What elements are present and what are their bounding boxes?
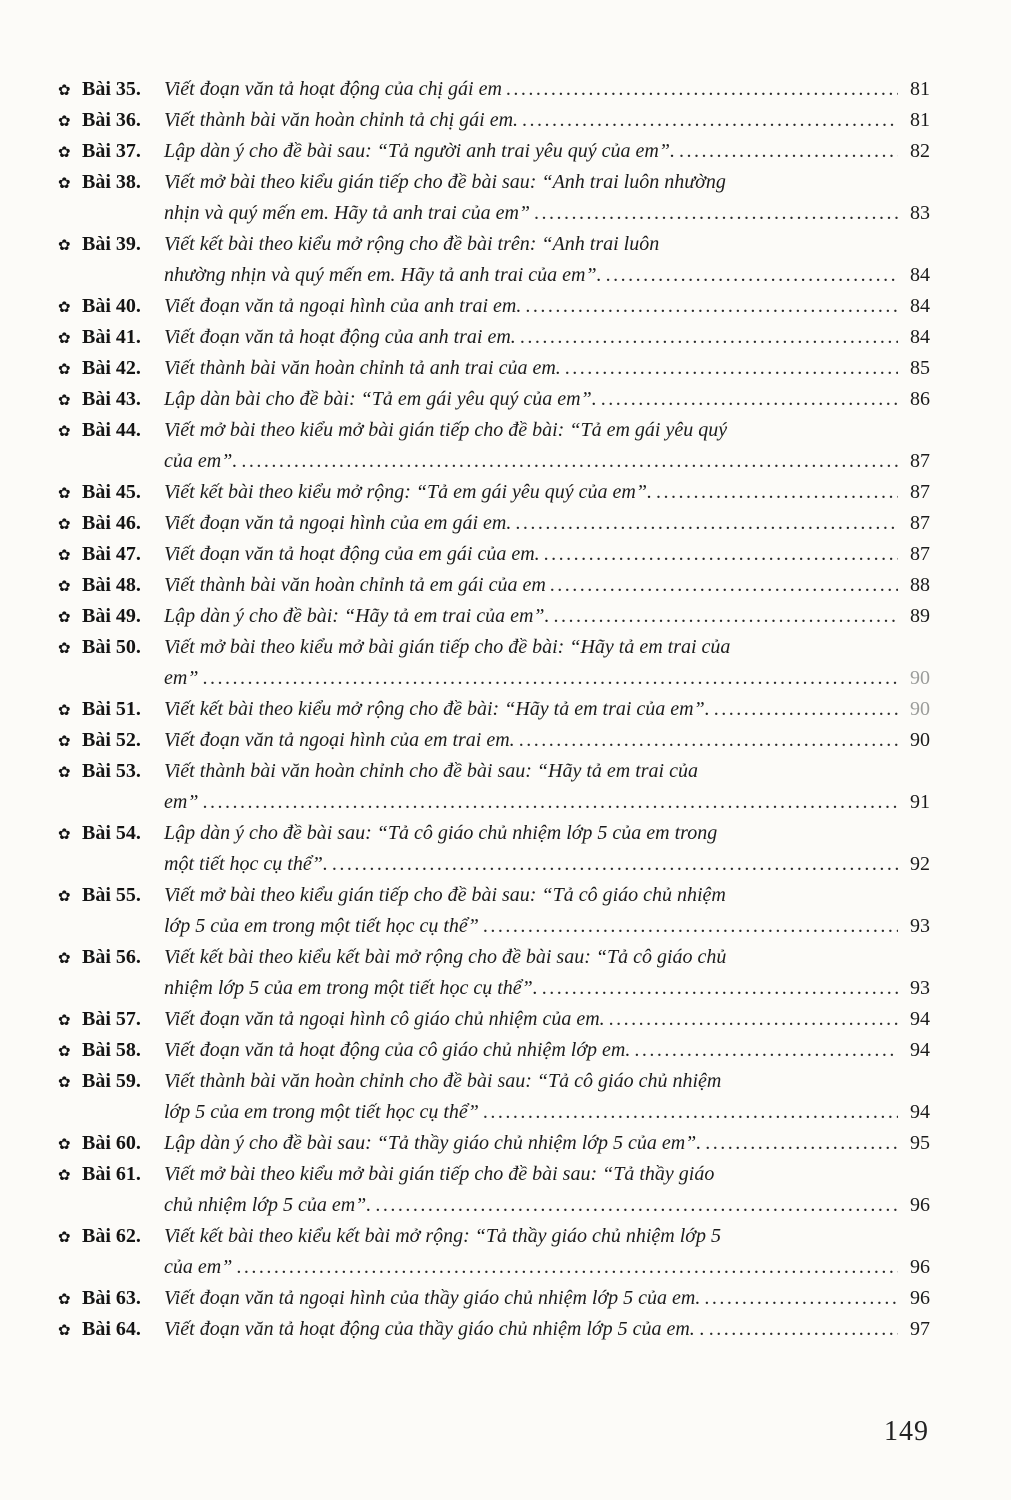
- flower-bullet-icon: ✿: [58, 548, 71, 564]
- dot-leader: [375, 1194, 898, 1217]
- flower-bullet-icon: ✿: [58, 1137, 71, 1153]
- toc-line: [58, 419, 930, 450]
- toc-entry: [58, 1287, 930, 1318]
- flower-bullet-icon: ✿: [58, 1075, 71, 1091]
- lesson-number: Bài 43.: [82, 388, 141, 410]
- toc-line: [58, 1132, 930, 1163]
- lesson-number: Bài 36.: [82, 109, 141, 131]
- dot-leader: [202, 791, 898, 814]
- lesson-number: Bài 57.: [82, 1008, 141, 1030]
- toc-line: [58, 574, 930, 605]
- lesson-title: Viết thành bài văn hoàn chỉnh cho đề bài sau: “Tả cô giáo chủ nhiệm: [164, 1070, 722, 1092]
- lesson-page-number: 89: [910, 605, 930, 627]
- lesson-number: Bài 49.: [82, 605, 141, 627]
- toc-entry: [58, 233, 930, 295]
- lesson-title: Lập dàn ý cho đề bài sau: “Tả người anh trai yêu quý của em”.: [164, 140, 675, 162]
- toc-entry: [58, 1132, 930, 1163]
- lesson-page-number: 90: [910, 729, 930, 751]
- dot-leader: [525, 295, 898, 318]
- lesson-title: Lập dàn ý cho đề bài sau: “Tả cô giáo chủ nhiệm lớp 5 của em trong: [164, 822, 718, 844]
- dot-leader: [704, 1287, 898, 1310]
- lesson-title: Viết đoạn văn tả hoạt động của thầy giáo chủ nhiệm lớp 5 của em. .: [164, 1318, 705, 1340]
- lesson-title: em”: [164, 667, 199, 689]
- flower-bullet-icon: ✿: [58, 114, 71, 130]
- lesson-page-number: 88: [910, 574, 930, 596]
- lesson-title: một tiết học cụ thể”.: [164, 853, 328, 875]
- lesson-number: Bài 42.: [82, 357, 141, 379]
- lesson-page-number: 84: [910, 326, 930, 348]
- toc-entry: [58, 729, 930, 760]
- lesson-page-number: 96: [910, 1256, 930, 1278]
- toc-entry: [58, 357, 930, 388]
- toc-entry: [58, 1008, 930, 1039]
- lesson-number: Bài 58.: [82, 1039, 141, 1061]
- toc-entry: [58, 605, 930, 636]
- dot-leader: [515, 512, 898, 535]
- toc-line: [58, 853, 930, 884]
- flower-bullet-icon: ✿: [58, 827, 71, 843]
- dot-leader: [656, 481, 898, 504]
- lesson-number: Bài 60.: [82, 1132, 141, 1154]
- lesson-number: Bài 38.: [82, 171, 141, 193]
- dot-leader: [542, 977, 898, 1000]
- toc-line: [58, 357, 930, 388]
- lesson-page-number: 94: [910, 1101, 930, 1123]
- lesson-page-number: 94: [910, 1039, 930, 1061]
- flower-bullet-icon: ✿: [58, 703, 71, 719]
- lesson-title: lớp 5 của em trong một tiết học cụ thể”: [164, 915, 479, 937]
- lesson-title: Viết kết bài theo kiểu kết bài mở rộng: “Tả thầy giáo chủ nhiệm lớp 5: [164, 1225, 721, 1247]
- lesson-page-number: 94: [910, 1008, 930, 1030]
- lesson-title: Viết mở bài theo kiểu mở bài gián tiếp cho đề bài: “Tả em gái yêu quý: [164, 419, 728, 441]
- toc-line: [58, 698, 930, 729]
- lesson-page-number: 85: [910, 357, 930, 379]
- lesson-title: Viết thành bài văn hoàn chỉnh tả chị gái em.: [164, 109, 519, 131]
- toc-line: [58, 233, 930, 264]
- lesson-title: Viết đoạn văn tả ngoại hình cô giáo chủ nhiệm của em.: [164, 1008, 605, 1030]
- toc-line: [58, 326, 930, 357]
- toc-entry: [58, 1039, 930, 1070]
- dot-leader: [550, 574, 898, 597]
- lesson-title: chủ nhiệm lớp 5 của em”.: [164, 1194, 372, 1216]
- toc-entry: [58, 1070, 930, 1132]
- dot-leader: [202, 667, 898, 690]
- toc-line: [58, 1318, 930, 1349]
- toc-entry: [58, 822, 930, 884]
- lesson-title: em”: [164, 791, 199, 813]
- lesson-number: Bài 45.: [82, 481, 141, 503]
- lesson-title: Viết mở bài theo kiểu gián tiếp cho đề bài sau: “Anh trai luôn nhường: [164, 171, 726, 193]
- dot-leader: [506, 78, 898, 101]
- lesson-title: Viết thành bài văn hoàn chỉnh tả anh trai của em.: [164, 357, 561, 379]
- lesson-title: Viết đoạn văn tả ngoại hình của em gái em.: [164, 512, 512, 534]
- lesson-title: Viết đoạn văn tả ngoại hình của thầy giáo chủ nhiệm lớp 5 của em.: [164, 1287, 701, 1309]
- lesson-number: Bài 53.: [82, 760, 141, 782]
- lesson-number: Bài 46.: [82, 512, 141, 534]
- lesson-title: nhường nhịn và quý mến em. Hãy tả anh trai của em”.: [164, 264, 602, 286]
- lesson-title: Lập dàn ý cho đề bài sau: “Tả thầy giáo chủ nhiệm lớp 5 của em”.: [164, 1132, 702, 1154]
- toc-line: [58, 481, 930, 512]
- lesson-number: Bài 59.: [82, 1070, 141, 1092]
- lesson-number: Bài 50.: [82, 636, 141, 658]
- lesson-number: Bài 55.: [82, 884, 141, 906]
- lesson-number: Bài 48.: [82, 574, 141, 596]
- lesson-title: Viết đoạn văn tả hoạt động của chị gái em: [164, 78, 502, 100]
- dot-leader: [601, 388, 898, 411]
- lesson-number: Bài 35.: [82, 78, 141, 100]
- lesson-number: Bài 62.: [82, 1225, 141, 1247]
- toc-entry: [58, 140, 930, 171]
- page-number-footer: 149: [884, 1416, 929, 1447]
- lesson-number: Bài 47.: [82, 543, 141, 565]
- dot-leader: [606, 264, 898, 287]
- lesson-page-number: 87: [910, 512, 930, 534]
- toc-line: [58, 109, 930, 140]
- dot-leader: [534, 202, 898, 225]
- lesson-number: Bài 56.: [82, 946, 141, 968]
- toc-entry: [58, 481, 930, 512]
- toc-entry: [58, 326, 930, 357]
- toc-entry: [58, 760, 930, 822]
- toc-line: [58, 140, 930, 171]
- dot-leader: [554, 605, 898, 628]
- lesson-number: Bài 54.: [82, 822, 141, 844]
- flower-bullet-icon: ✿: [58, 1292, 71, 1308]
- lesson-title: Viết mở bài theo kiểu gián tiếp cho đề bài sau: “Tả cô giáo chủ nhiệm: [164, 884, 726, 906]
- lesson-page-number: 93: [910, 977, 930, 999]
- lesson-title: Viết thành bài văn hoàn chỉnh tả em gái của em: [164, 574, 546, 596]
- lesson-title: Viết kết bài theo kiểu mở rộng cho đề bài trên: “Anh trai luôn: [164, 233, 660, 255]
- toc-entry: [58, 884, 930, 946]
- toc-line: [58, 667, 930, 698]
- toc-line: [58, 295, 930, 326]
- lesson-page-number: 95: [910, 1132, 930, 1154]
- lesson-title: Lập dàn bài cho đề bài: “Tả em gái yêu quý của em”.: [164, 388, 597, 410]
- flower-bullet-icon: ✿: [58, 83, 71, 99]
- flower-bullet-icon: ✿: [58, 517, 71, 533]
- toc-entry: [58, 109, 930, 140]
- lesson-title: nhịn và quý mến em. Hãy tả anh trai của em”: [164, 202, 531, 224]
- toc-line: [58, 264, 930, 295]
- flower-bullet-icon: ✿: [58, 1230, 71, 1246]
- toc-line: [58, 543, 930, 574]
- lesson-page-number: 87: [910, 543, 930, 565]
- lesson-number: Bài 63.: [82, 1287, 141, 1309]
- toc-entry: [58, 543, 930, 574]
- dot-leader: [709, 1318, 898, 1341]
- lesson-title: của em”: [164, 1256, 233, 1278]
- dot-leader: [483, 915, 898, 938]
- toc-line: [58, 1101, 930, 1132]
- dot-leader: [483, 1101, 898, 1124]
- dot-leader: [522, 109, 898, 132]
- lesson-title: Viết đoạn văn tả ngoại hình của em trai em.: [164, 729, 515, 751]
- toc-line: [58, 1070, 930, 1101]
- flower-bullet-icon: ✿: [58, 238, 71, 254]
- lesson-title: Viết đoạn văn tả hoạt động của anh trai em.: [164, 326, 516, 348]
- toc-entry: [58, 1318, 930, 1349]
- lesson-title: của em”.: [164, 450, 238, 472]
- lesson-title: Viết kết bài theo kiểu mở rộng: “Tả em gái yêu quý của em”.: [164, 481, 652, 503]
- toc-entry: [58, 512, 930, 543]
- toc-entry: [58, 636, 930, 698]
- flower-bullet-icon: ✿: [58, 331, 71, 347]
- lesson-number: Bài 64.: [82, 1318, 141, 1340]
- flower-bullet-icon: ✿: [58, 579, 71, 595]
- lesson-number: Bài 61.: [82, 1163, 141, 1185]
- toc-line: [58, 1163, 930, 1194]
- lesson-number: Bài 41.: [82, 326, 141, 348]
- flower-bullet-icon: ✿: [58, 1323, 71, 1339]
- toc-line: [58, 1008, 930, 1039]
- flower-bullet-icon: ✿: [58, 362, 71, 378]
- dot-leader: [544, 543, 898, 566]
- toc-line: [58, 78, 930, 109]
- flower-bullet-icon: ✿: [58, 734, 71, 750]
- toc-line: [58, 791, 930, 822]
- lesson-page-number: 83: [910, 202, 930, 224]
- lesson-title: lớp 5 của em trong một tiết học cụ thể”: [164, 1101, 479, 1123]
- lesson-page-number: 87: [910, 450, 930, 472]
- dot-leader: [714, 698, 898, 721]
- flower-bullet-icon: ✿: [58, 176, 71, 192]
- lesson-page-number: 84: [910, 295, 930, 317]
- dot-leader: [634, 1039, 898, 1062]
- dot-leader: [241, 450, 898, 473]
- dot-leader: [332, 853, 898, 876]
- flower-bullet-icon: ✿: [58, 641, 71, 657]
- dot-leader: [519, 729, 898, 752]
- toc-entry: [58, 419, 930, 481]
- lesson-page-number: 97: [910, 1318, 930, 1340]
- lesson-page-number: 81: [910, 78, 930, 100]
- flower-bullet-icon: ✿: [58, 300, 71, 316]
- toc-line: [58, 1225, 930, 1256]
- lesson-title: Lập dàn ý cho đề bài: “Hãy tả em trai của em”.: [164, 605, 550, 627]
- flower-bullet-icon: ✿: [58, 1168, 71, 1184]
- dot-leader: [236, 1256, 898, 1279]
- toc-line: [58, 822, 930, 853]
- lesson-page-number: 81: [910, 109, 930, 131]
- toc-line: [58, 605, 930, 636]
- flower-bullet-icon: ✿: [58, 889, 71, 905]
- toc-line: [58, 1039, 930, 1070]
- toc-line: [58, 512, 930, 543]
- toc-line: [58, 636, 930, 667]
- lesson-title: Viết kết bài theo kiểu mở rộng cho đề bài: “Hãy tả em trai của em”.: [164, 698, 710, 720]
- lesson-number: Bài 52.: [82, 729, 141, 751]
- toc-line: [58, 171, 930, 202]
- lesson-page-number: 91: [910, 791, 930, 813]
- lesson-page-number: 87: [910, 481, 930, 503]
- lesson-title: Viết kết bài theo kiểu kết bài mở rộng cho đề bài sau: “Tả cô giáo chủ: [164, 946, 727, 968]
- lesson-number: Bài 44.: [82, 419, 141, 441]
- flower-bullet-icon: ✿: [58, 765, 71, 781]
- toc-entry: [58, 574, 930, 605]
- toc-line: [58, 202, 930, 233]
- toc-line: [58, 729, 930, 760]
- toc-entry: [58, 698, 930, 729]
- lesson-title: Viết đoạn văn tả hoạt động của em gái của em.: [164, 543, 540, 565]
- lesson-page-number: 96: [910, 1287, 930, 1309]
- lesson-page-number: 82: [910, 140, 930, 162]
- dot-leader: [520, 326, 898, 349]
- toc-line: [58, 915, 930, 946]
- flower-bullet-icon: ✿: [58, 1044, 71, 1060]
- lesson-number: Bài 37.: [82, 140, 141, 162]
- lesson-number: Bài 40.: [82, 295, 141, 317]
- toc-line: [58, 450, 930, 481]
- dot-leader: [565, 357, 898, 380]
- lesson-number: Bài 39.: [82, 233, 141, 255]
- flower-bullet-icon: ✿: [58, 145, 71, 161]
- toc-entry: [58, 1163, 930, 1225]
- toc-line: [58, 884, 930, 915]
- flower-bullet-icon: ✿: [58, 610, 71, 626]
- lesson-title: nhiệm lớp 5 của em trong một tiết học cụ thể”.: [164, 977, 538, 999]
- toc-entry: [58, 1225, 930, 1287]
- toc-list: [58, 78, 930, 1349]
- lesson-title: Viết thành bài văn hoàn chỉnh cho đề bài sau: “Hãy tả em trai của: [164, 760, 698, 782]
- flower-bullet-icon: ✿: [58, 393, 71, 409]
- lesson-page-number: 96: [910, 1194, 930, 1216]
- flower-bullet-icon: ✿: [58, 424, 71, 440]
- lesson-title: Viết mở bài theo kiểu mở bài gián tiếp cho đề bài: “Hãy tả em trai của: [164, 636, 731, 658]
- toc-entry: [58, 388, 930, 419]
- toc-line: [58, 1194, 930, 1225]
- toc-line: [58, 1287, 930, 1318]
- toc-line: [58, 1256, 930, 1287]
- dot-leader: [609, 1008, 898, 1031]
- toc-line: [58, 946, 930, 977]
- lesson-page-number: 84: [910, 264, 930, 286]
- lesson-number: Bài 51.: [82, 698, 141, 720]
- lesson-title: Viết đoạn văn tả hoạt động của cô giáo chủ nhiệm lớp em.: [164, 1039, 631, 1061]
- lesson-page-number: 92: [910, 853, 930, 875]
- lesson-page-number: 86: [910, 388, 930, 410]
- lesson-page-number: 93: [910, 915, 930, 937]
- toc-entry: [58, 295, 930, 326]
- toc-entry: [58, 946, 930, 1008]
- lesson-page-number: 90: [910, 667, 930, 689]
- toc-line: [58, 760, 930, 791]
- toc-entry: [58, 78, 930, 109]
- lesson-title: Viết đoạn văn tả ngoại hình của anh trai em.: [164, 295, 522, 317]
- flower-bullet-icon: ✿: [58, 951, 71, 967]
- flower-bullet-icon: ✿: [58, 1013, 71, 1029]
- lesson-title: Viết mở bài theo kiểu mở bài gián tiếp cho đề bài sau: “Tả thầy giáo: [164, 1163, 715, 1185]
- dot-leader: [705, 1132, 898, 1155]
- flower-bullet-icon: ✿: [58, 486, 71, 502]
- lesson-page-number: 90: [910, 698, 930, 720]
- toc-line: [58, 388, 930, 419]
- toc-line: [58, 977, 930, 1008]
- dot-leader: [679, 140, 898, 163]
- toc-entry: [58, 171, 930, 233]
